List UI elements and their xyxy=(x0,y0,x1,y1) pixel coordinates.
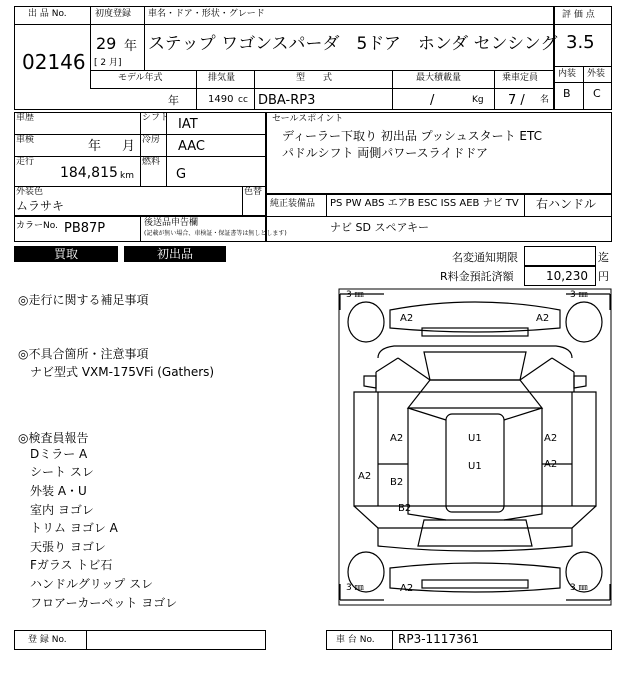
aircon-value: AAC xyxy=(178,139,205,154)
defects-title: ◎不具合箇所・注意事項 xyxy=(18,347,149,361)
damage-mark: A2 xyxy=(358,471,372,482)
damage-mark: U1 xyxy=(468,433,482,444)
inspection-year: 年 xyxy=(88,139,102,154)
model-year-label: モデル年式 xyxy=(118,73,163,83)
reg-month: [ 2 月] xyxy=(94,58,122,68)
ext-color-label: 外装色 xyxy=(16,187,44,197)
ext-color-value: ムラサキ xyxy=(16,199,65,213)
displacement-unit: cc xyxy=(238,95,248,105)
buy-badge: 買取 xyxy=(14,246,118,262)
recycle-label: R料金預託済額 xyxy=(440,270,514,283)
mileage-unit: km xyxy=(120,171,134,181)
inspector-item: 外装 A・U xyxy=(30,484,87,498)
name-change-label: 名変通知期限 xyxy=(452,251,518,264)
name-change-unit: 迄 xyxy=(598,251,609,264)
defects-line: ナビ型式 VXM-175VFi (Gathers) xyxy=(30,365,215,379)
equipment-label: 純正装備品 xyxy=(270,199,316,209)
first-listing-badge: 初出品 xyxy=(124,246,226,262)
capacity-value: 7 / xyxy=(508,93,525,108)
mileage-label: 走行 xyxy=(16,157,35,167)
chassis-value: RP3-1117361 xyxy=(398,632,479,646)
exterior-label: 外装 xyxy=(587,69,606,79)
damage-mark: U1 xyxy=(468,461,482,472)
exterior-grade: C xyxy=(593,87,601,100)
shift-value: IAT xyxy=(178,117,198,132)
inspector-item: 室内 ヨゴレ xyxy=(30,503,94,517)
load-value: / xyxy=(430,93,435,108)
damage-mark: A2 xyxy=(400,313,414,324)
tread-rr: 3 ㎜ xyxy=(570,583,588,593)
mileage-value: 184,815 xyxy=(60,165,118,181)
car-diagram xyxy=(338,288,612,606)
score-value: 3.5 xyxy=(566,32,595,53)
interior-label: 内装 xyxy=(558,69,577,79)
model-year-unit: 年 xyxy=(168,94,179,107)
recycle-unit: 円 xyxy=(598,270,609,283)
interior-grade: B xyxy=(563,87,571,100)
car-name-label: 車名・ドア・形状・グレード xyxy=(148,9,265,19)
driving-remarks-title: ◎走行に関する補足事項 xyxy=(18,293,149,307)
extra-items: ナビ SD スペアキー xyxy=(330,221,430,234)
inspector-title: ◎検査員報告 xyxy=(18,431,89,445)
color-no-value: PB87P xyxy=(64,221,106,236)
fuel-value: G xyxy=(176,167,187,182)
car-name: ステップ ワゴンスパーダ 5ドア ホンダ センシング xyxy=(148,34,558,54)
docs-label: 後送品申告欄 xyxy=(144,218,199,228)
capacity-unit: 名 xyxy=(540,95,550,105)
inspector-item: フロアーカーペット ヨゴレ xyxy=(30,596,178,610)
reg-year: 29 xyxy=(96,34,117,53)
color-change-label: 色替 xyxy=(244,187,263,197)
docs-note: (記載が無い場合、車検証・保証書等は無しとします) xyxy=(144,230,287,237)
inspector-item: Fガラス トビ石 xyxy=(30,558,113,572)
damage-mark: A2 xyxy=(544,459,558,470)
steering-value: 右ハンドル xyxy=(536,197,597,211)
registration-label: 登 録 No. xyxy=(28,635,67,645)
chassis-label: 車 台 No. xyxy=(336,635,375,645)
inspector-item: 天張り ヨゴレ xyxy=(30,540,106,554)
lot-label: 出 品 No. xyxy=(28,9,67,19)
type-value: DBA-RP3 xyxy=(258,93,316,108)
inspector-item: ハンドルグリップ スレ xyxy=(30,577,154,591)
damage-mark: A2 xyxy=(544,433,558,444)
damage-mark: B2 xyxy=(398,503,412,514)
equipment-value: PS PW ABS エアB ESC ISS AEB ナビ TV xyxy=(330,198,519,209)
damage-mark: B2 xyxy=(390,477,404,488)
shift-label: シフト xyxy=(142,113,170,123)
fuel-label: 燃料 xyxy=(142,157,161,167)
sales-line-2: パドルシフト 両側パワースライドドア xyxy=(282,146,488,160)
inspector-item: トリム ヨゴレ A xyxy=(30,521,118,535)
name-change-box xyxy=(524,246,596,266)
first-reg-label: 初度登録 xyxy=(95,9,132,19)
load-unit: Kg xyxy=(472,95,484,105)
damage-mark: A2 xyxy=(536,313,550,324)
inspector-item: Dミラー A xyxy=(30,447,88,461)
damage-mark: A2 xyxy=(390,433,404,444)
damage-mark: A2 xyxy=(400,583,414,594)
color-no-label: カラーNo. xyxy=(16,221,58,231)
reg-year-unit: 年 xyxy=(124,39,138,54)
capacity-label: 乗車定員 xyxy=(502,73,539,83)
lot-number: 02146 xyxy=(22,50,86,74)
aircon-label: 冷房 xyxy=(142,135,161,145)
load-label: 最大積載量 xyxy=(416,73,462,83)
inspection-month: 月 xyxy=(122,139,136,154)
displacement-value: 1490 xyxy=(208,94,234,105)
history-label: 車歴 xyxy=(16,113,35,123)
type-label: 型 式 xyxy=(296,73,333,83)
tread-fl: 3 ㎜ xyxy=(346,290,364,300)
tread-fr: 3 ㎜ xyxy=(570,290,588,300)
displacement-label: 排気量 xyxy=(208,73,236,83)
inspection-label: 車検 xyxy=(16,135,35,145)
sales-points-label: セールスポイント xyxy=(272,114,344,124)
inspector-item: シート スレ xyxy=(30,465,94,479)
sales-line-1: ディーラー下取り 初出品 プッシュスタート ETC xyxy=(282,129,542,143)
tread-rl: 3 ㎜ xyxy=(346,583,364,593)
recycle-value: 10,230 xyxy=(546,269,588,283)
score-label: 評 価 点 xyxy=(562,10,595,20)
